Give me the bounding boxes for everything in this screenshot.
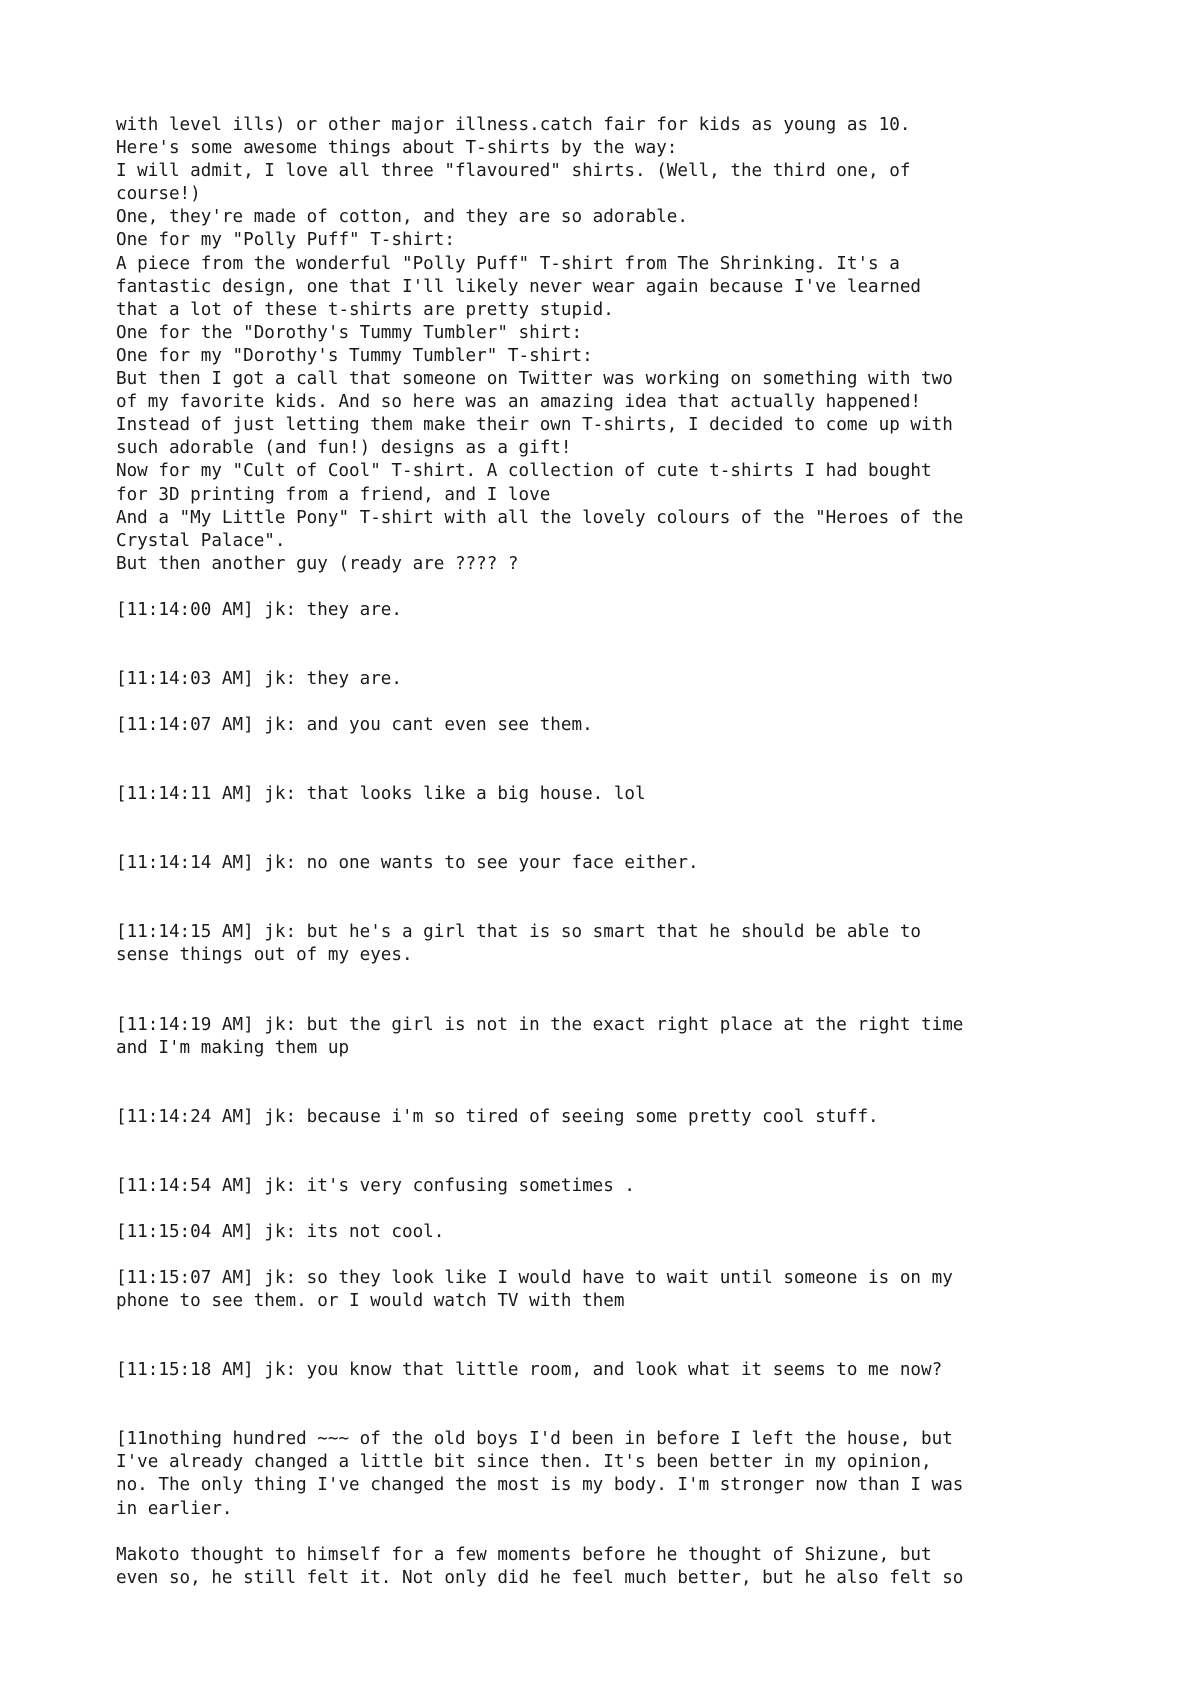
text-line: I've already changed a little bit since then. It's been better in my opinion, (116, 1452, 932, 1473)
text-line: Instead of just letting them make their own T-shirts, I decided to come up with (116, 415, 953, 436)
chat-line: [11:14:11 AM] jk: that looks like a big house. lol (116, 784, 646, 805)
chat-message (116, 1267, 1116, 1313)
chat-line: [11:14:07 AM] jk: and you cant even see them. (116, 715, 593, 736)
text-line: for 3D printing from a friend, and I love (116, 484, 551, 505)
chat-message (116, 1221, 1116, 1244)
chat-message (116, 668, 1116, 691)
text-line: One for my "Polly Puff" T-shirt: (116, 230, 455, 251)
text-line: in earlier. (116, 1498, 233, 1519)
text-line: Crystal Palace". (116, 530, 286, 551)
text-line: of my favorite kids. And so here was an amazing idea that actually happened! (116, 392, 922, 413)
chat-message (116, 852, 1116, 875)
spacer (116, 1060, 1116, 1106)
chat-line: [11:14:00 AM] jk: they are. (116, 599, 402, 620)
text-line: But then I got a call that someone on Twitter was working on something with two (116, 369, 953, 390)
text-line: One, they're made of cotton, and they are so adorable. (116, 207, 688, 228)
paragraph (116, 1428, 1116, 1520)
chat-line: phone to see them. or I would watch TV with them (116, 1291, 625, 1312)
spacer (116, 576, 1116, 599)
text-line: fantastic design, one that I'll likely never wear again because I've learned (116, 276, 922, 297)
chat-message (116, 714, 1116, 737)
text-line: One for my "Dorothy's Tummy Tumbler" T-shirt: (116, 345, 593, 366)
chat-message (116, 599, 1116, 622)
text-line: Makoto thought to himself for a few moments before he thought of Shizune, but (116, 1544, 932, 1565)
chat-line: sense things out of my eyes. (116, 945, 413, 966)
chat-line: [11:14:03 AM] jk: they are. (116, 668, 402, 689)
text-line: Now for my "Cult of Cool" T-shirt. A collection of cute t-shirts I had bought (116, 461, 932, 482)
chat-line: [11:15:07 AM] jk: so they look like I would have to wait until someone is on my (116, 1268, 953, 1288)
text-line: even so, he still felt it. Not only did he feel much better, but he also felt so (116, 1567, 964, 1588)
spacer (116, 875, 1116, 921)
spacer (116, 691, 1116, 714)
chat-line: [11:14:15 AM] jk: but he's a girl that is so smart that he should be able to (116, 922, 922, 943)
text-line: A piece from the wonderful "Polly Puff" T-shirt from The Shrinking. It's a (116, 253, 900, 274)
paragraph (116, 1544, 1116, 1590)
spacer (116, 1198, 1116, 1221)
spacer (116, 737, 1116, 783)
spacer (116, 1129, 1116, 1175)
chat-line: and I'm making them up (116, 1037, 350, 1058)
chat-line: [11:14:54 AM] jk: it's very confusing sometimes . (116, 1175, 636, 1196)
text-line: course!) (116, 184, 201, 205)
spacer (116, 968, 1116, 1014)
document-page (116, 114, 1116, 1590)
chat-message (116, 783, 1116, 806)
text-line: I will admit, I love all three "flavoured" shirts. (Well, the third one, of (116, 161, 911, 182)
chat-message (116, 1359, 1116, 1382)
chat-line: [11:14:19 AM] jk: but the girl is not in the exact right place at the right time (116, 1014, 964, 1035)
text-line: that a lot of these t-shirts are pretty stupid. (116, 299, 614, 320)
spacer (116, 1521, 1116, 1544)
text-line: such adorable (and fun!) designs as a gift! (116, 438, 572, 459)
text-line: One for the "Dorothy's Tummy Tumbler" shirt: (116, 322, 583, 343)
chat-message (116, 921, 1116, 967)
text-line: [11nothing hundred ~~~ of the old boys I'd been in before I left the house, but (116, 1429, 953, 1450)
spacer (116, 806, 1116, 852)
chat-line: [11:14:14 AM] jk: no one wants to see your face either. (116, 853, 699, 874)
text-line: Here's some awesome things about T-shirts by the way: (116, 138, 678, 159)
text-line: with level ills) or other major illness.catch fair for kids as young as 10. (116, 115, 911, 135)
chat-line: [11:15:04 AM] jk: its not cool. (116, 1221, 445, 1242)
chat-message (116, 1106, 1116, 1129)
text-line: And a "My Little Pony" T-shirt with all the lovely colours of the "Heroes of the (116, 507, 964, 528)
text-line: no. The only thing I've changed the most is my body. I'm stronger now than I was (116, 1475, 964, 1496)
spacer (116, 1313, 1116, 1359)
chat-line: [11:14:24 AM] jk: because i'm so tired of seeing some pretty cool stuff. (116, 1106, 879, 1127)
chat-line: [11:15:18 AM] jk: you know that little room, and look what it seems to me now? (116, 1360, 943, 1381)
spacer (116, 1244, 1116, 1267)
text-line: But then another guy (ready are ???? ? (116, 553, 519, 574)
spacer (116, 622, 1116, 668)
spacer (116, 1382, 1116, 1428)
chat-message (116, 1014, 1116, 1060)
chat-message (116, 1175, 1116, 1198)
intro-text (116, 114, 1116, 576)
